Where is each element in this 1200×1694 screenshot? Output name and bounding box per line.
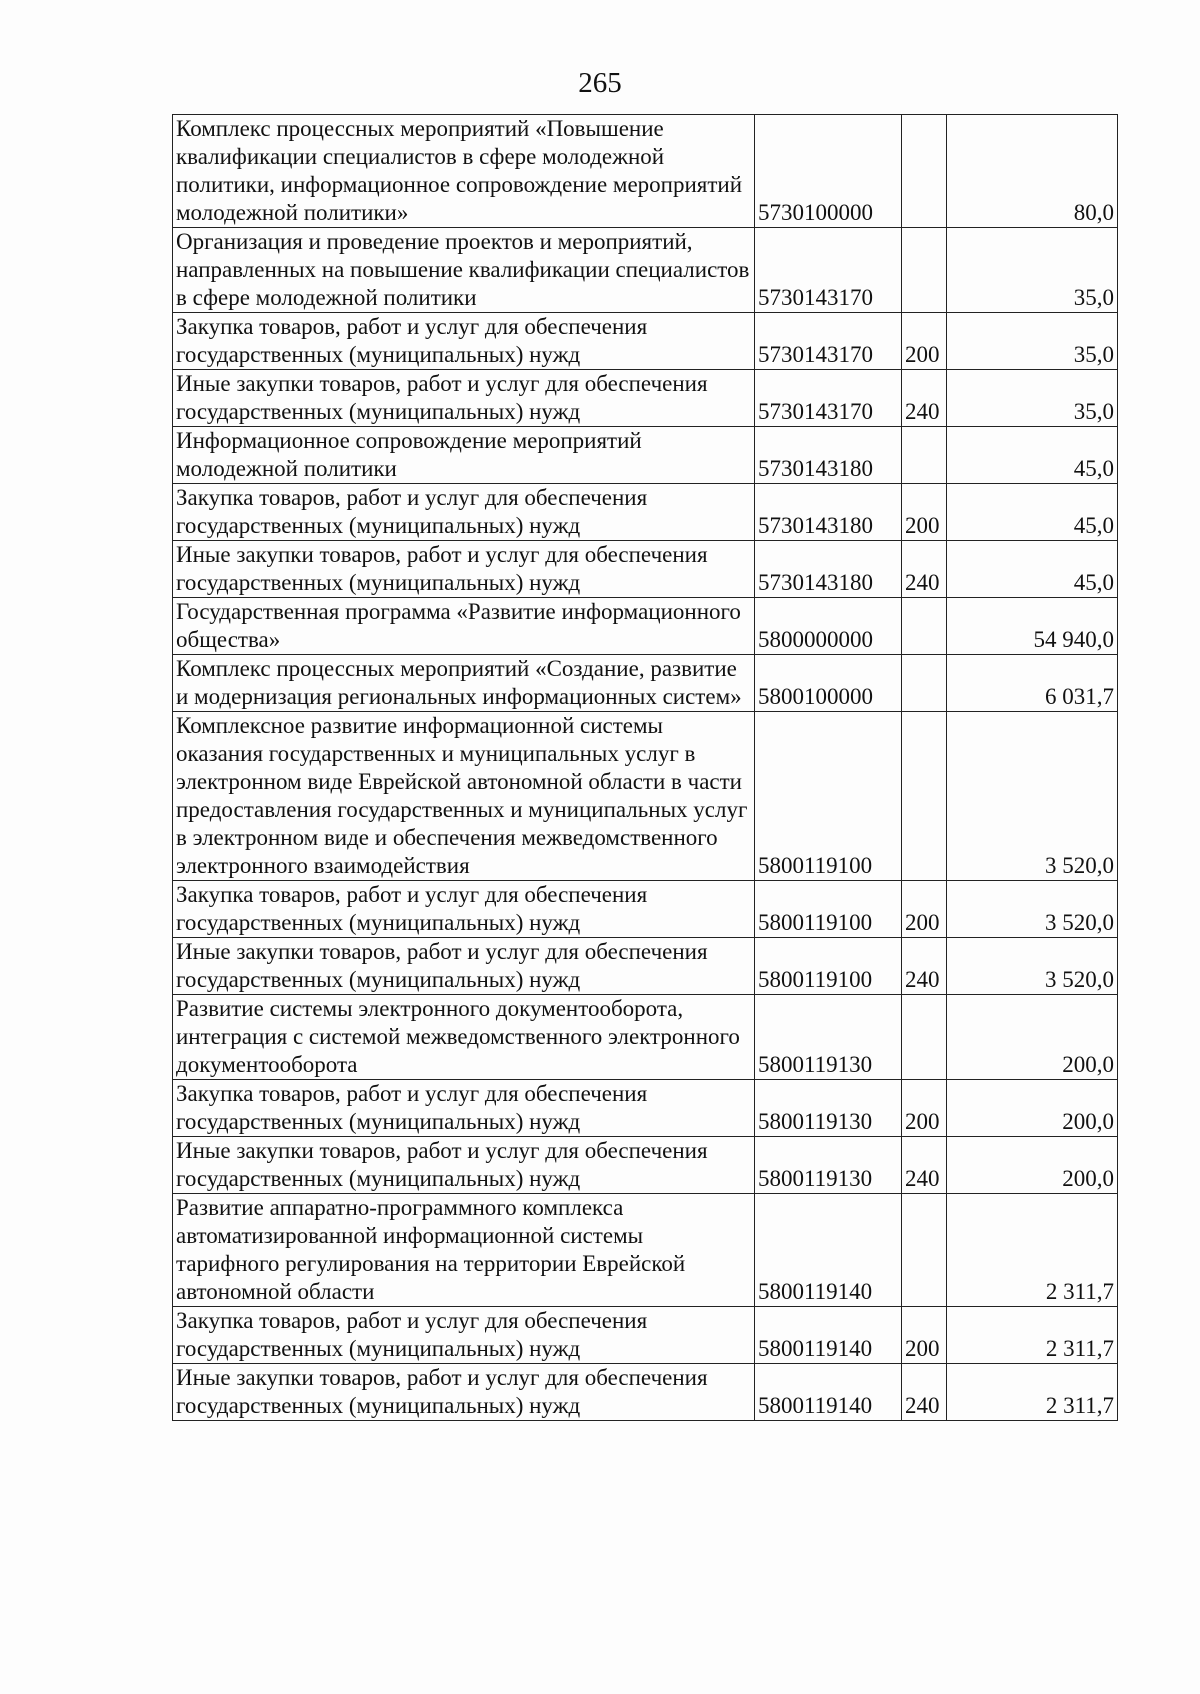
expense-name-cell: Комплекс процессных мероприятий «Создание, развитие и модернизация региональных информационных систем» <box>173 655 755 712</box>
target-article-code-cell: 5800119100 <box>755 712 902 881</box>
expense-name-cell: Закупка товаров, работ и услуг для обеспечения государственных (муниципальных) нужд <box>173 881 755 938</box>
amount-cell: 2 311,7 <box>947 1194 1118 1307</box>
amount-cell: 6 031,7 <box>947 655 1118 712</box>
table-row <box>173 1194 1118 1307</box>
target-article-code-cell: 5800119130 <box>755 1080 902 1137</box>
table-row <box>173 995 1118 1080</box>
table-row <box>173 313 1118 370</box>
expense-name-cell: Развитие аппаратно-программного комплекса автоматизированной информационной системы тарифного регулирования на территории Еврейской автономной области <box>173 1194 755 1307</box>
amount-cell: 45,0 <box>947 484 1118 541</box>
expense-name-cell: Государственная программа «Развитие информационного общества» <box>173 598 755 655</box>
amount-cell: 3 520,0 <box>947 938 1118 995</box>
expense-type-code-cell: 240 <box>902 1137 947 1194</box>
page-number: 265 <box>578 67 622 99</box>
amount-cell: 35,0 <box>947 313 1118 370</box>
expense-name-cell: Закупка товаров, работ и услуг для обеспечения государственных (муниципальных) нужд <box>173 1307 755 1364</box>
expense-name-cell: Закупка товаров, работ и услуг для обеспечения государственных (муниципальных) нужд <box>173 313 755 370</box>
target-article-code-cell: 5730143170 <box>755 313 902 370</box>
expense-name-cell: Иные закупки товаров, работ и услуг для обеспечения государственных (муниципальных) нужд <box>173 370 755 427</box>
amount-cell: 3 520,0 <box>947 712 1118 881</box>
table-row <box>173 1364 1118 1421</box>
target-article-code-cell: 5800119100 <box>755 938 902 995</box>
table-row <box>173 1137 1118 1194</box>
expense-name-cell: Иные закупки товаров, работ и услуг для обеспечения государственных (муниципальных) нужд <box>173 541 755 598</box>
amount-cell: 35,0 <box>947 228 1118 313</box>
table-row <box>173 881 1118 938</box>
target-article-code-cell: 5800100000 <box>755 655 902 712</box>
table-row <box>173 484 1118 541</box>
expense-type-code-cell <box>902 427 947 484</box>
table-row <box>173 541 1118 598</box>
target-article-code-cell: 5800119140 <box>755 1307 902 1364</box>
table-row <box>173 1307 1118 1364</box>
amount-cell: 35,0 <box>947 370 1118 427</box>
expense-type-code-cell <box>902 712 947 881</box>
expense-type-code-cell: 240 <box>902 370 947 427</box>
expense-name-cell: Организация и проведение проектов и мероприятий, направленных на повышение квалификации специалистов в сфере молодежной политики <box>173 228 755 313</box>
table-row <box>173 938 1118 995</box>
amount-cell: 54 940,0 <box>947 598 1118 655</box>
target-article-code-cell: 5800119100 <box>755 881 902 938</box>
amount-cell: 2 311,7 <box>947 1307 1118 1364</box>
target-article-code-cell: 5730143180 <box>755 541 902 598</box>
amount-cell: 200,0 <box>947 1137 1118 1194</box>
target-article-code-cell: 5730100000 <box>755 115 902 228</box>
expense-type-code-cell: 240 <box>902 1364 947 1421</box>
expense-type-code-cell <box>902 115 947 228</box>
expense-type-code-cell: 200 <box>902 313 947 370</box>
target-article-code-cell: 5800119140 <box>755 1194 902 1307</box>
expense-name-cell: Комплекс процессных мероприятий «Повышение квалификации специалистов в сфере молодежной политики, информационное сопровождение мероприятий молодежной политики» <box>173 115 755 228</box>
budget-table <box>172 114 1118 1421</box>
target-article-code-cell: 5730143180 <box>755 484 902 541</box>
table-row <box>173 228 1118 313</box>
amount-cell: 45,0 <box>947 541 1118 598</box>
target-article-code-cell: 5800119130 <box>755 1137 902 1194</box>
expense-type-code-cell <box>902 1194 947 1307</box>
target-article-code-cell: 5730143170 <box>755 228 902 313</box>
expense-name-cell: Комплексное развитие информационной системы оказания государственных и муниципальных услуг в электронном виде Еврейской автономной области в части предоставления государственных и муниципальных услуг в электронном виде и обеспечения межведомственного электронного взаимодействия <box>173 712 755 881</box>
expense-name-cell: Развитие системы электронного документооборота, интеграция с системой межведомственного электронного документооборота <box>173 995 755 1080</box>
table-row <box>173 1080 1118 1137</box>
expense-type-code-cell: 240 <box>902 541 947 598</box>
target-article-code-cell: 5800000000 <box>755 598 902 655</box>
expense-type-code-cell: 240 <box>902 938 947 995</box>
table-row <box>173 712 1118 881</box>
expense-name-cell: Иные закупки товаров, работ и услуг для обеспечения государственных (муниципальных) нужд <box>173 938 755 995</box>
table-row <box>173 115 1118 228</box>
expense-type-code-cell: 200 <box>902 1307 947 1364</box>
amount-cell: 80,0 <box>947 115 1118 228</box>
amount-cell: 2 311,7 <box>947 1364 1118 1421</box>
target-article-code-cell: 5730143180 <box>755 427 902 484</box>
table-row <box>173 655 1118 712</box>
expense-type-code-cell <box>902 655 947 712</box>
target-article-code-cell: 5800119140 <box>755 1364 902 1421</box>
expense-type-code-cell: 200 <box>902 1080 947 1137</box>
table-row <box>173 370 1118 427</box>
budget-table-body <box>173 115 1118 1421</box>
target-article-code-cell: 5730143170 <box>755 370 902 427</box>
expense-type-code-cell <box>902 228 947 313</box>
amount-cell: 200,0 <box>947 995 1118 1080</box>
expense-name-cell: Информационное сопровождение мероприятий молодежной политики <box>173 427 755 484</box>
amount-cell: 3 520,0 <box>947 881 1118 938</box>
expense-type-code-cell <box>902 598 947 655</box>
table-row <box>173 598 1118 655</box>
expense-type-code-cell: 200 <box>902 484 947 541</box>
expense-type-code-cell: 200 <box>902 881 947 938</box>
amount-cell: 200,0 <box>947 1080 1118 1137</box>
table-row <box>173 427 1118 484</box>
expense-name-cell: Иные закупки товаров, работ и услуг для обеспечения государственных (муниципальных) нужд <box>173 1364 755 1421</box>
expense-name-cell: Закупка товаров, работ и услуг для обеспечения государственных (муниципальных) нужд <box>173 484 755 541</box>
expense-name-cell: Закупка товаров, работ и услуг для обеспечения государственных (муниципальных) нужд <box>173 1080 755 1137</box>
target-article-code-cell: 5800119130 <box>755 995 902 1080</box>
expense-type-code-cell <box>902 995 947 1080</box>
expense-name-cell: Иные закупки товаров, работ и услуг для обеспечения государственных (муниципальных) нужд <box>173 1137 755 1194</box>
amount-cell: 45,0 <box>947 427 1118 484</box>
